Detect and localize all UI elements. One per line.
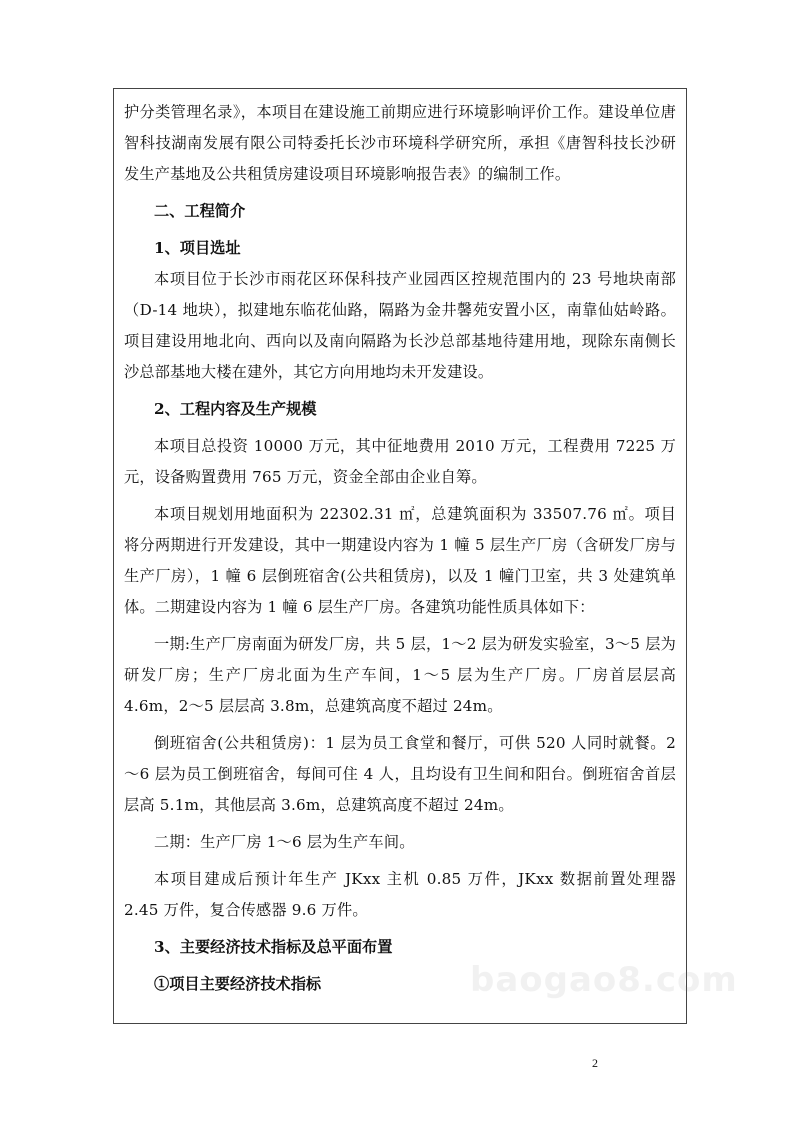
paragraph-intro: 护分类管理名录》，本项目在建设施工前期应进行环境影响评价工作。建设单位唐智科技湖南发展有限公司特委托长沙市环境科学研究所，承担《唐智科技长沙研发生产基地及公共租赁房建设项目环境影响报告表》的编制工作。 bbox=[124, 103, 676, 183]
paragraph-dormitory: 倒班宿舍(公共租赁房)：1 层为员工食堂和餐厅，可供 520 人同时就餐。2～6 层为员工倒班宿舍，每间可住 4 人，且均设有卫生间和阳台。倒班宿舍首层层高 5.1m，其他层高 3.6m，总建筑高度不超过 24m。 bbox=[124, 734, 676, 814]
paragraph-investment: 本项目总投资 10000 万元，其中征地费用 2010 万元，工程费用 7225 万元，设备购置费用 765 万元，资金全部由企业自筹。 bbox=[124, 437, 676, 486]
heading-section-2: 二、工程简介 bbox=[154, 202, 246, 220]
document-body bbox=[114, 97, 686, 1000]
heading-project-site: 1、项目选址 bbox=[154, 239, 241, 257]
heading-indicators: 3、主要经济技术指标及总平面布置 bbox=[154, 938, 393, 956]
watermark: baogao8.com bbox=[470, 960, 738, 1000]
paragraph-site: 本项目位于长沙市雨花区环保科技产业园西区控规范围内的 23 号地块南部（D-14 地块），拟建地东临花仙路，隔路为金井馨苑安置小区，南靠仙姑岭路。项目建设用地北向、西向以及南向隔路为长沙总部基地待建用地，现除东南侧长沙总部基地大楼在建外，其它方向用地均未开发建设。 bbox=[124, 270, 676, 381]
paragraph-phase-two: 二期：生产厂房 1～6 层为生产车间。 bbox=[154, 833, 415, 851]
paragraph-phase-one: 一期:生产厂房南面为研发厂房，共 5 层，1～2 层为研发实验室，3～5 层为研发厂房；生产厂房北面为生产车间，1～5 层为生产厂房。厂房首层层高 4.6m，2～5 层层高 3.8m，总建筑高度不超过 24m。 bbox=[124, 635, 676, 715]
page-number: 2 bbox=[592, 1056, 598, 1070]
page-frame bbox=[113, 88, 687, 1024]
paragraph-land-area: 本项目规划用地面积为 22302.31 ㎡，总建筑面积为 33507.76 ㎡。项目将分两期进行开发建设，其中一期建设内容为 1 幢 5 层生产厂房（含研发厂房与生产厂房），1 幢 6 层倒班宿舍(公共租赁房)，以及 1 幢门卫室，共 3 处建筑单体。二期建设内容为 1 幢 6 层生产厂房。各建筑功能性质具体如下： bbox=[124, 505, 676, 616]
heading-scope: 2、工程内容及生产规模 bbox=[154, 400, 317, 418]
paragraph-production: 本项目建成后预计年生产 JKxx 主机 0.85 万件，JKxx 数据前置处理器 2.45 万件，复合传感器 9.6 万件。 bbox=[124, 870, 676, 919]
heading-indicator-list: ①项目主要经济技术指标 bbox=[154, 975, 322, 993]
